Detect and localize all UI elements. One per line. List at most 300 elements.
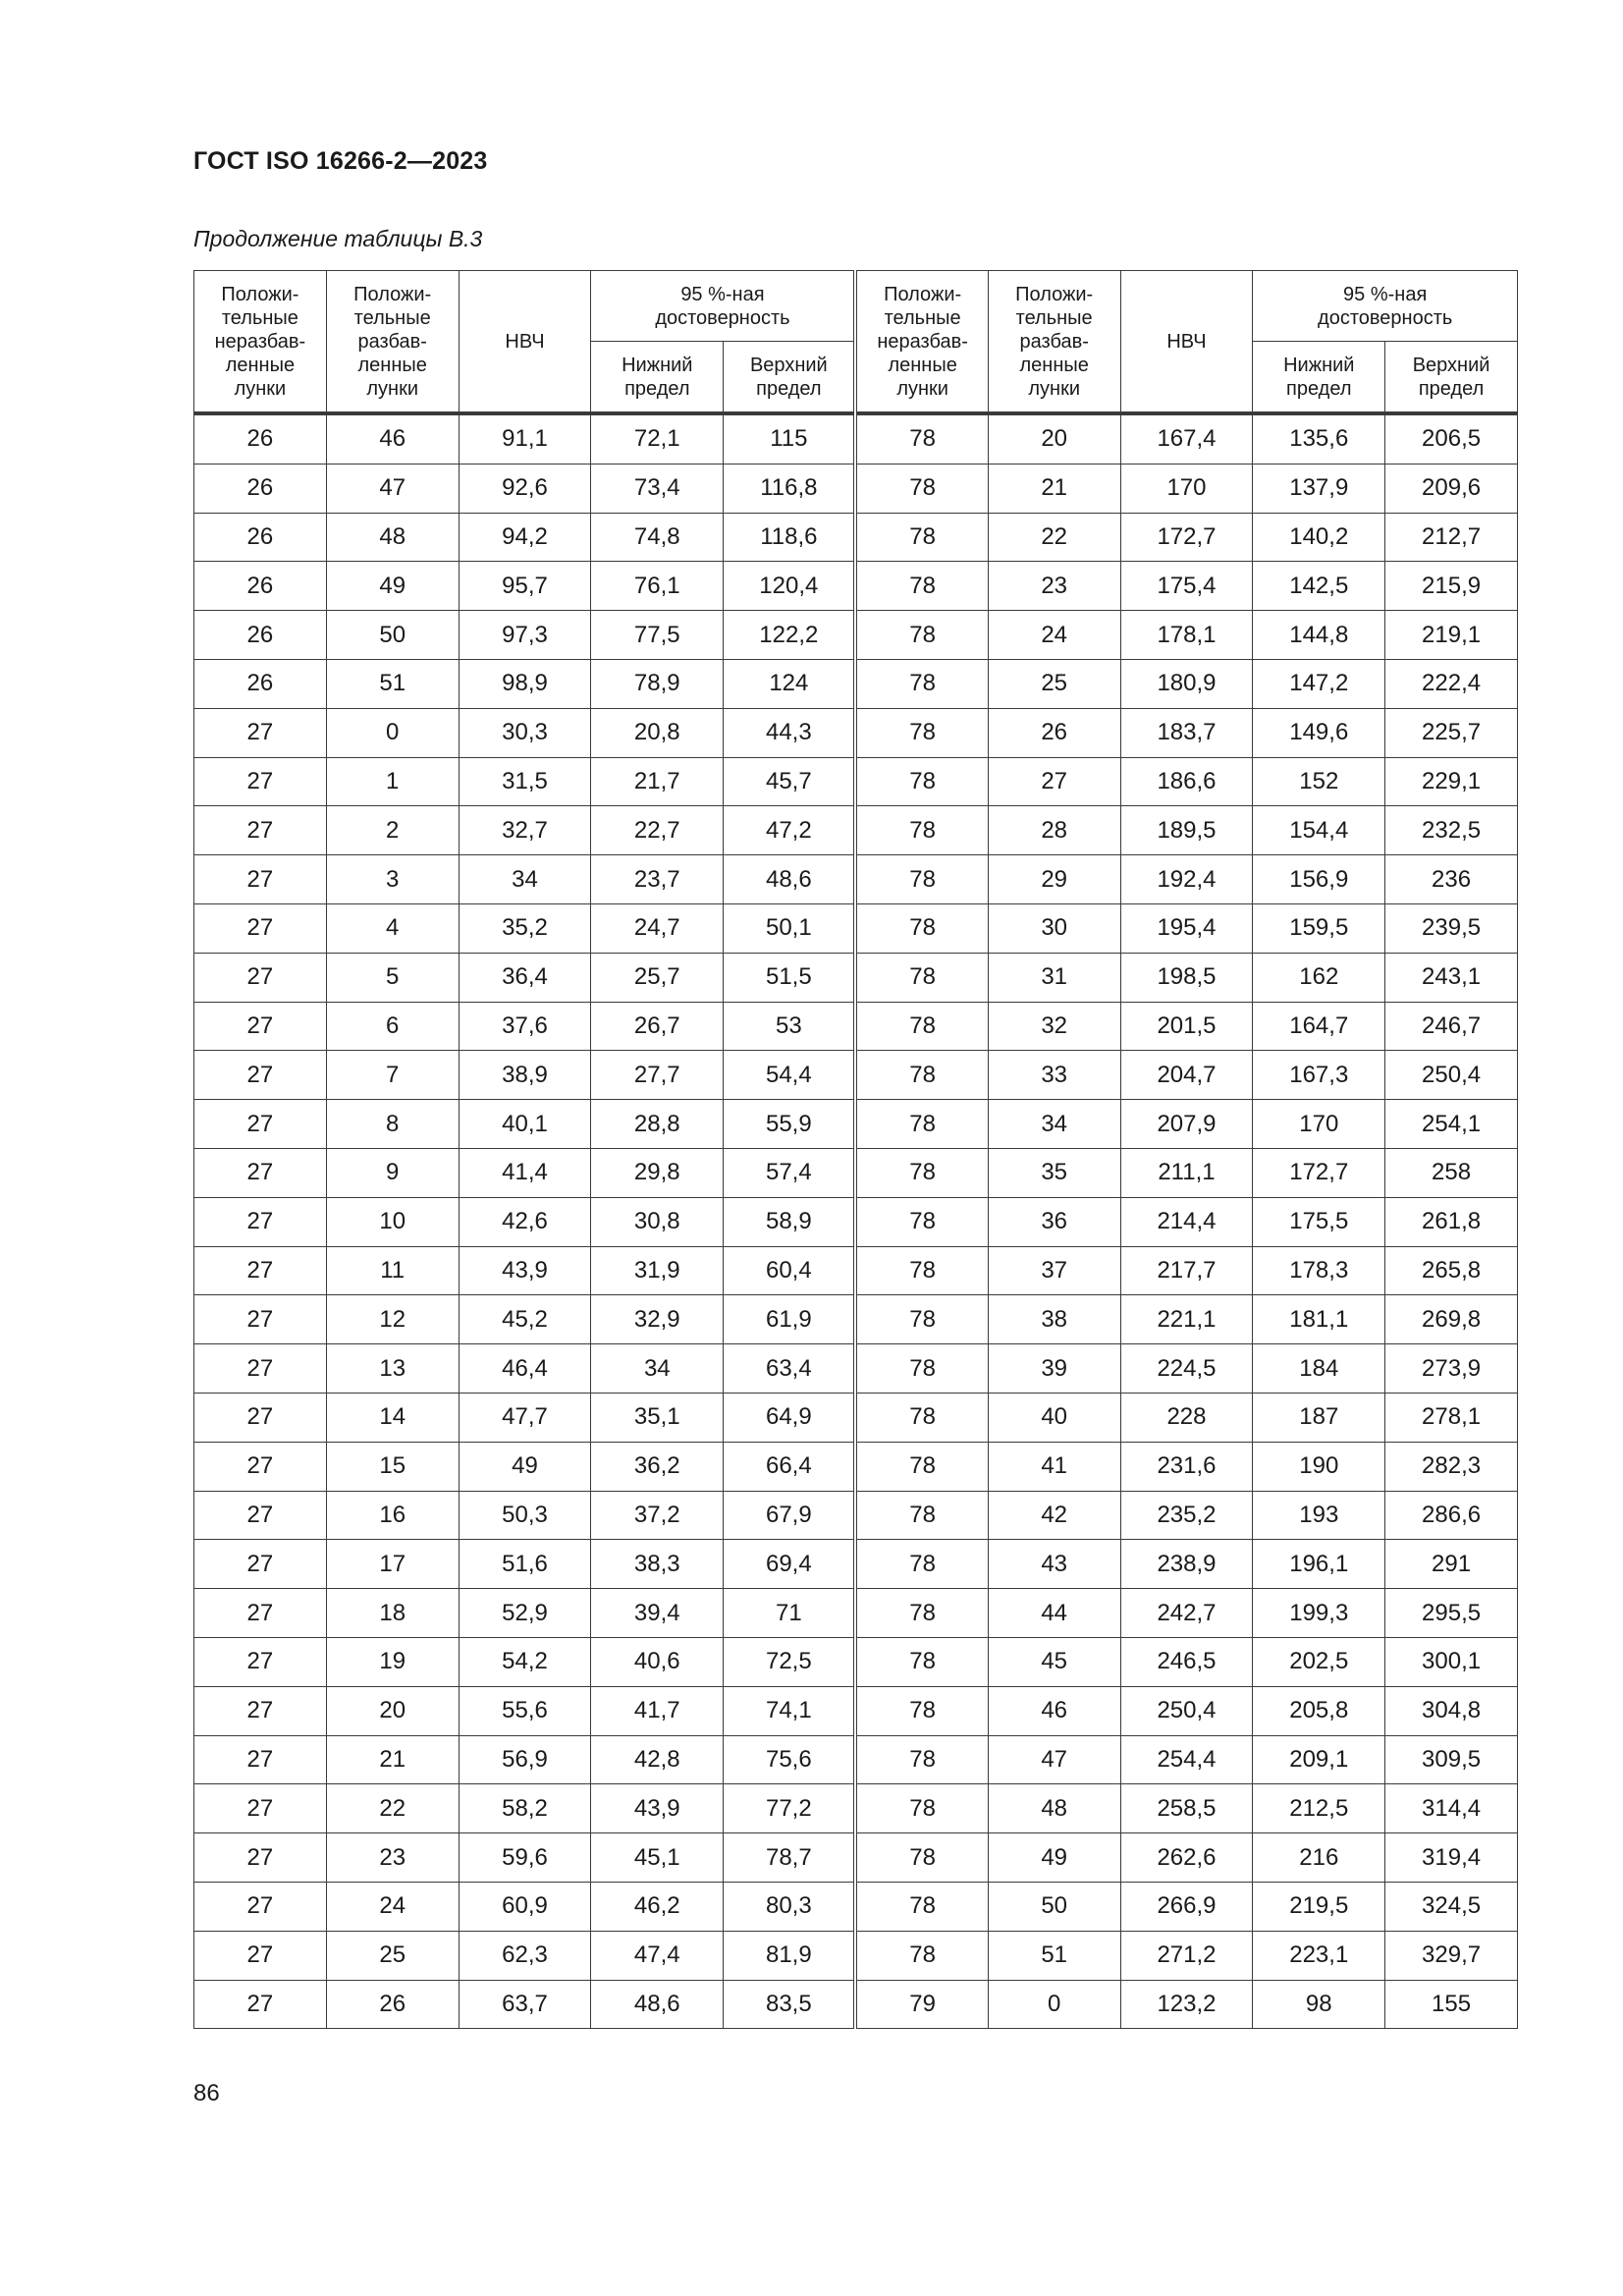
table-cell: 46,4: [459, 1344, 591, 1394]
table-cell: 78,7: [724, 1833, 856, 1883]
table-cell: 92,6: [459, 464, 591, 513]
table-cell: 20,8: [591, 708, 724, 757]
table-row: [194, 1931, 1518, 1980]
table-cell: 27: [194, 1637, 327, 1686]
table-cell: 154,4: [1253, 806, 1385, 855]
table-row: [194, 1051, 1518, 1100]
table-body: [194, 413, 1518, 2029]
table-cell: 273,9: [1385, 1344, 1518, 1394]
table-row: [194, 1980, 1518, 2029]
table-cell: 51,6: [459, 1540, 591, 1589]
table-cell: 22: [988, 513, 1120, 562]
table-cell: 30,8: [591, 1197, 724, 1246]
table-cell: 78: [855, 1637, 988, 1686]
table-cell: 183,7: [1120, 708, 1253, 757]
table-cell: 214,4: [1120, 1197, 1253, 1246]
table-cell: 5: [326, 953, 459, 1002]
table-row: [194, 1589, 1518, 1638]
table-cell: 216: [1253, 1833, 1385, 1883]
table-cell: 41,7: [591, 1686, 724, 1735]
table-cell: 250,4: [1385, 1051, 1518, 1100]
table-cell: 37: [988, 1246, 1120, 1295]
table-cell: 23: [326, 1833, 459, 1883]
table-cell: 180,9: [1120, 659, 1253, 708]
table-row: [194, 1295, 1518, 1344]
table-cell: 40: [988, 1393, 1120, 1442]
table-cell: 23,7: [591, 855, 724, 904]
table-cell: 26: [194, 659, 327, 708]
table-row: [194, 1148, 1518, 1197]
table-cell: 27: [194, 1980, 327, 2029]
table-cell: 48,6: [591, 1980, 724, 2029]
table-cell: 78: [855, 1833, 988, 1883]
table-cell: 23: [988, 562, 1120, 611]
table-cell: 77,5: [591, 611, 724, 660]
table-cell: 30: [988, 903, 1120, 953]
table-cell: 3: [326, 855, 459, 904]
table-cell: 24: [988, 611, 1120, 660]
table-row: [194, 1540, 1518, 1589]
table-cell: 44: [988, 1589, 1120, 1638]
table-cell: 49: [988, 1833, 1120, 1883]
table-cell: 172,7: [1253, 1148, 1385, 1197]
table-cell: 212,5: [1253, 1784, 1385, 1833]
header-positive-diluted: Положи- тельные разбав- ленные лунки: [988, 271, 1120, 414]
table-cell: 27: [988, 757, 1120, 806]
table-cell: 46: [326, 413, 459, 464]
table-cell: 78: [855, 1882, 988, 1931]
table-cell: 50,1: [724, 903, 856, 953]
table-cell: 115: [724, 413, 856, 464]
table-cell: 27: [194, 1197, 327, 1246]
table-cell: 50: [326, 611, 459, 660]
table-cell: 205,8: [1253, 1686, 1385, 1735]
table-cell: 2: [326, 806, 459, 855]
table-cell: 164,7: [1253, 1002, 1385, 1051]
table-cell: 243,1: [1385, 953, 1518, 1002]
table-cell: 55,9: [724, 1100, 856, 1149]
table-row: [194, 1344, 1518, 1394]
table-cell: 27: [194, 953, 327, 1002]
table-cell: 25: [988, 659, 1120, 708]
table-cell: 271,2: [1120, 1931, 1253, 1980]
table-cell: 78: [855, 464, 988, 513]
table-cell: 22: [326, 1784, 459, 1833]
table-cell: 54,2: [459, 1637, 591, 1686]
table-cell: 42,6: [459, 1197, 591, 1246]
table-cell: 26: [194, 562, 327, 611]
table-cell: 52,9: [459, 1589, 591, 1638]
table-row: [194, 1100, 1518, 1149]
table-cell: 33: [988, 1051, 1120, 1100]
table-cell: 83,5: [724, 1980, 856, 2029]
table-cell: 78: [855, 1442, 988, 1491]
table-cell: 72,5: [724, 1637, 856, 1686]
table-cell: 51: [326, 659, 459, 708]
table-row: [194, 611, 1518, 660]
table-cell: 49: [459, 1442, 591, 1491]
table-row: [194, 1735, 1518, 1784]
table-cell: 27: [194, 1246, 327, 1295]
table-cell: 246,5: [1120, 1637, 1253, 1686]
table-cell: 225,7: [1385, 708, 1518, 757]
table-cell: 192,4: [1120, 855, 1253, 904]
table-cell: 261,8: [1385, 1197, 1518, 1246]
table-cell: 34: [459, 855, 591, 904]
table-cell: 304,8: [1385, 1686, 1518, 1735]
table-cell: 202,5: [1253, 1637, 1385, 1686]
table-cell: 27: [194, 1784, 327, 1833]
header-lower-limit: Нижний предел: [1253, 342, 1385, 414]
table-cell: 50: [988, 1882, 1120, 1931]
table-cell: 28,8: [591, 1100, 724, 1149]
table-cell: 51,5: [724, 953, 856, 1002]
table-cell: 27: [194, 1442, 327, 1491]
table-cell: 258: [1385, 1148, 1518, 1197]
table-cell: 198,5: [1120, 953, 1253, 1002]
table-cell: 61,9: [724, 1295, 856, 1344]
table-cell: 48,6: [724, 855, 856, 904]
table-cell: 94,2: [459, 513, 591, 562]
table-cell: 24: [326, 1882, 459, 1931]
table-cell: 78: [855, 1540, 988, 1589]
table-cell: 286,6: [1385, 1491, 1518, 1540]
table-cell: 45,2: [459, 1295, 591, 1344]
table-cell: 26: [194, 413, 327, 464]
table-cell: 97,3: [459, 611, 591, 660]
table-cell: 116,8: [724, 464, 856, 513]
table-row: [194, 1686, 1518, 1735]
table-cell: 60,9: [459, 1882, 591, 1931]
table-cell: 209,6: [1385, 464, 1518, 513]
header-lower-limit: Нижний предел: [591, 342, 724, 414]
table-cell: 0: [988, 1980, 1120, 2029]
table-cell: 187: [1253, 1393, 1385, 1442]
table-cell: 265,8: [1385, 1246, 1518, 1295]
table-cell: 195,4: [1120, 903, 1253, 953]
table-cell: 27: [194, 1882, 327, 1931]
table-cell: 10: [326, 1197, 459, 1246]
table-caption: Продолжение таблицы В.3: [193, 226, 483, 251]
table-row: [194, 1784, 1518, 1833]
table-cell: 60,4: [724, 1246, 856, 1295]
table-cell: 250,4: [1120, 1686, 1253, 1735]
table-row: [194, 1393, 1518, 1442]
table-cell: 26,7: [591, 1002, 724, 1051]
table-cell: 162: [1253, 953, 1385, 1002]
table-cell: 79: [855, 1980, 988, 2029]
table-row: [194, 513, 1518, 562]
header-upper-limit: Верхний предел: [724, 342, 856, 414]
table-cell: 78,9: [591, 659, 724, 708]
table-cell: 78: [855, 611, 988, 660]
table-cell: 167,3: [1253, 1051, 1385, 1100]
table-cell: 43,9: [459, 1246, 591, 1295]
table-cell: 38: [988, 1295, 1120, 1344]
table-cell: 27: [194, 1393, 327, 1442]
table-cell: 22,7: [591, 806, 724, 855]
table-cell: 78: [855, 855, 988, 904]
table-cell: 221,1: [1120, 1295, 1253, 1344]
table-cell: 27: [194, 806, 327, 855]
table-row: [194, 1882, 1518, 1931]
table-cell: 36: [988, 1197, 1120, 1246]
table-cell: 74,8: [591, 513, 724, 562]
table-cell: 19: [326, 1637, 459, 1686]
table-cell: 78: [855, 513, 988, 562]
table-cell: 319,4: [1385, 1833, 1518, 1883]
table-cell: 27: [194, 1540, 327, 1589]
table-cell: 295,5: [1385, 1589, 1518, 1638]
table-cell: 21: [326, 1735, 459, 1784]
table-cell: 47: [326, 464, 459, 513]
table-cell: 78: [855, 1931, 988, 1980]
table-cell: 118,6: [724, 513, 856, 562]
table-cell: 42,8: [591, 1735, 724, 1784]
table-cell: 31: [988, 953, 1120, 1002]
table-cell: 11: [326, 1246, 459, 1295]
table-cell: 59,6: [459, 1833, 591, 1883]
table-cell: 206,5: [1385, 413, 1518, 464]
table-cell: 78: [855, 1051, 988, 1100]
table-cell: 27: [194, 1344, 327, 1394]
table-cell: 78: [855, 1197, 988, 1246]
table-cell: 37,2: [591, 1491, 724, 1540]
table-cell: 98,9: [459, 659, 591, 708]
table-cell: 9: [326, 1148, 459, 1197]
table-cell: 156,9: [1253, 855, 1385, 904]
table-cell: 29,8: [591, 1148, 724, 1197]
table-cell: 224,5: [1120, 1344, 1253, 1394]
table-cell: 73,4: [591, 464, 724, 513]
table-cell: 222,4: [1385, 659, 1518, 708]
table-header: [194, 271, 1518, 414]
table-cell: 45,7: [724, 757, 856, 806]
document-header: ГОСТ ISO 16266-2—2023: [193, 147, 488, 175]
table-cell: 78: [855, 1491, 988, 1540]
table-cell: 78: [855, 757, 988, 806]
table-cell: 27: [194, 1100, 327, 1149]
table-cell: 34: [988, 1100, 1120, 1149]
table-cell: 78: [855, 1100, 988, 1149]
table-cell: 78: [855, 1295, 988, 1344]
table-cell: 159,5: [1253, 903, 1385, 953]
table-row: [194, 1246, 1518, 1295]
table-cell: 27: [194, 1931, 327, 1980]
table-cell: 204,7: [1120, 1051, 1253, 1100]
table-cell: 1: [326, 757, 459, 806]
table-cell: 27: [194, 1491, 327, 1540]
table-cell: 43: [988, 1540, 1120, 1589]
table-cell: 20: [326, 1686, 459, 1735]
table-cell: 217,7: [1120, 1246, 1253, 1295]
table-cell: 309,5: [1385, 1735, 1518, 1784]
table-row: [194, 903, 1518, 953]
table-cell: 229,1: [1385, 757, 1518, 806]
table-cell: 78: [855, 953, 988, 1002]
table-cell: 34: [591, 1344, 724, 1394]
table-cell: 81,9: [724, 1931, 856, 1980]
table-cell: 4: [326, 903, 459, 953]
table-row: [194, 1833, 1518, 1883]
table-cell: 35: [988, 1148, 1120, 1197]
table-cell: 48: [988, 1784, 1120, 1833]
table-cell: 142,5: [1253, 562, 1385, 611]
page-number: 86: [193, 2080, 220, 2106]
table-cell: 8: [326, 1100, 459, 1149]
table-cell: 47: [988, 1735, 1120, 1784]
table-cell: 46: [988, 1686, 1120, 1735]
table-cell: 78: [855, 1784, 988, 1833]
table-cell: 15: [326, 1442, 459, 1491]
table-cell: 35,2: [459, 903, 591, 953]
table-cell: 26: [988, 708, 1120, 757]
table-cell: 314,4: [1385, 1784, 1518, 1833]
table-cell: 18: [326, 1589, 459, 1638]
table-cell: 149,6: [1253, 708, 1385, 757]
table-cell: 199,3: [1253, 1589, 1385, 1638]
table-row: [194, 464, 1518, 513]
table-cell: 40,1: [459, 1100, 591, 1149]
table-row: [194, 1442, 1518, 1491]
table-cell: 78: [855, 708, 988, 757]
table-cell: 45: [988, 1637, 1120, 1686]
table-cell: 254,4: [1120, 1735, 1253, 1784]
table-cell: 178,1: [1120, 611, 1253, 660]
table-cell: 235,2: [1120, 1491, 1253, 1540]
table-cell: 120,4: [724, 562, 856, 611]
table-cell: 57,4: [724, 1148, 856, 1197]
table-cell: 0: [326, 708, 459, 757]
table-cell: 300,1: [1385, 1637, 1518, 1686]
table-cell: 123,2: [1120, 1980, 1253, 2029]
table-cell: 39,4: [591, 1589, 724, 1638]
table-cell: 21: [988, 464, 1120, 513]
table-cell: 51: [988, 1931, 1120, 1980]
table-cell: 27: [194, 1148, 327, 1197]
table-cell: 27: [194, 855, 327, 904]
table-cell: 181,1: [1253, 1295, 1385, 1344]
table-cell: 78: [855, 1393, 988, 1442]
table-cell: 78: [855, 413, 988, 464]
table-cell: 135,6: [1253, 413, 1385, 464]
table-cell: 32,7: [459, 806, 591, 855]
header-upper-limit: Верхний предел: [1385, 342, 1518, 414]
table-cell: 78: [855, 1735, 988, 1784]
table-cell: 78: [855, 806, 988, 855]
table-cell: 258,5: [1120, 1784, 1253, 1833]
header-positive-undiluted: Положи- тельные неразбав- ленные лунки: [855, 271, 988, 414]
table-cell: 124: [724, 659, 856, 708]
table-cell: 175,5: [1253, 1197, 1385, 1246]
table-cell: 58,2: [459, 1784, 591, 1833]
table-cell: 184: [1253, 1344, 1385, 1394]
table-cell: 27: [194, 1833, 327, 1883]
table-cell: 66,4: [724, 1442, 856, 1491]
table-row: [194, 1002, 1518, 1051]
table-cell: 7: [326, 1051, 459, 1100]
table-cell: 62,3: [459, 1931, 591, 1980]
table-cell: 278,1: [1385, 1393, 1518, 1442]
table-cell: 38,9: [459, 1051, 591, 1100]
table-cell: 26: [194, 464, 327, 513]
table-cell: 324,5: [1385, 1882, 1518, 1931]
table-cell: 25: [326, 1931, 459, 1980]
table-cell: 69,4: [724, 1540, 856, 1589]
table-cell: 152: [1253, 757, 1385, 806]
table-cell: 228: [1120, 1393, 1253, 1442]
table-cell: 30,3: [459, 708, 591, 757]
table-cell: 12: [326, 1295, 459, 1344]
table-cell: 238,9: [1120, 1540, 1253, 1589]
table-cell: 45,1: [591, 1833, 724, 1883]
table-cell: 6: [326, 1002, 459, 1051]
header-positive-undiluted: Положи- тельные неразбав- ленные лунки: [194, 271, 327, 414]
table-cell: 231,6: [1120, 1442, 1253, 1491]
table-cell: 47,4: [591, 1931, 724, 1980]
table-cell: 71: [724, 1589, 856, 1638]
table-row: [194, 855, 1518, 904]
table-cell: 27: [194, 1002, 327, 1051]
table-row: [194, 757, 1518, 806]
table-cell: 13: [326, 1344, 459, 1394]
table-cell: 58,9: [724, 1197, 856, 1246]
table-row: [194, 562, 1518, 611]
table-cell: 44,3: [724, 708, 856, 757]
table-cell: 31,9: [591, 1246, 724, 1295]
table-cell: 41: [988, 1442, 1120, 1491]
table-cell: 76,1: [591, 562, 724, 611]
table-cell: 78: [855, 1148, 988, 1197]
table-cell: 167,4: [1120, 413, 1253, 464]
table-cell: 27,7: [591, 1051, 724, 1100]
table-cell: 35,1: [591, 1393, 724, 1442]
table-cell: 78: [855, 1344, 988, 1394]
table-cell: 31,5: [459, 757, 591, 806]
table-cell: 232,5: [1385, 806, 1518, 855]
table-cell: 78: [855, 562, 988, 611]
table-row: [194, 953, 1518, 1002]
table-cell: 26: [194, 611, 327, 660]
table-cell: 27: [194, 1295, 327, 1344]
table-cell: 78: [855, 1686, 988, 1735]
table-cell: 254,1: [1385, 1100, 1518, 1149]
table-cell: 27: [194, 1051, 327, 1100]
table-cell: 41,4: [459, 1148, 591, 1197]
header-positive-diluted: Положи- тельные разбав- ленные лунки: [326, 271, 459, 414]
table-cell: 242,7: [1120, 1589, 1253, 1638]
table-cell: 43,9: [591, 1784, 724, 1833]
table-row: [194, 708, 1518, 757]
table-cell: 46,2: [591, 1882, 724, 1931]
table-cell: 27: [194, 757, 327, 806]
table-cell: 37,6: [459, 1002, 591, 1051]
table-cell: 262,6: [1120, 1833, 1253, 1883]
table-cell: 196,1: [1253, 1540, 1385, 1589]
table-cell: 207,9: [1120, 1100, 1253, 1149]
table-cell: 27: [194, 903, 327, 953]
table-cell: 122,2: [724, 611, 856, 660]
table-cell: 266,9: [1120, 1882, 1253, 1931]
table-cell: 95,7: [459, 562, 591, 611]
table-cell: 40,6: [591, 1637, 724, 1686]
table-cell: 21,7: [591, 757, 724, 806]
table-row: [194, 413, 1518, 464]
table-cell: 64,9: [724, 1393, 856, 1442]
table-cell: 219,5: [1253, 1882, 1385, 1931]
table-cell: 27: [194, 708, 327, 757]
table-cell: 24,7: [591, 903, 724, 953]
